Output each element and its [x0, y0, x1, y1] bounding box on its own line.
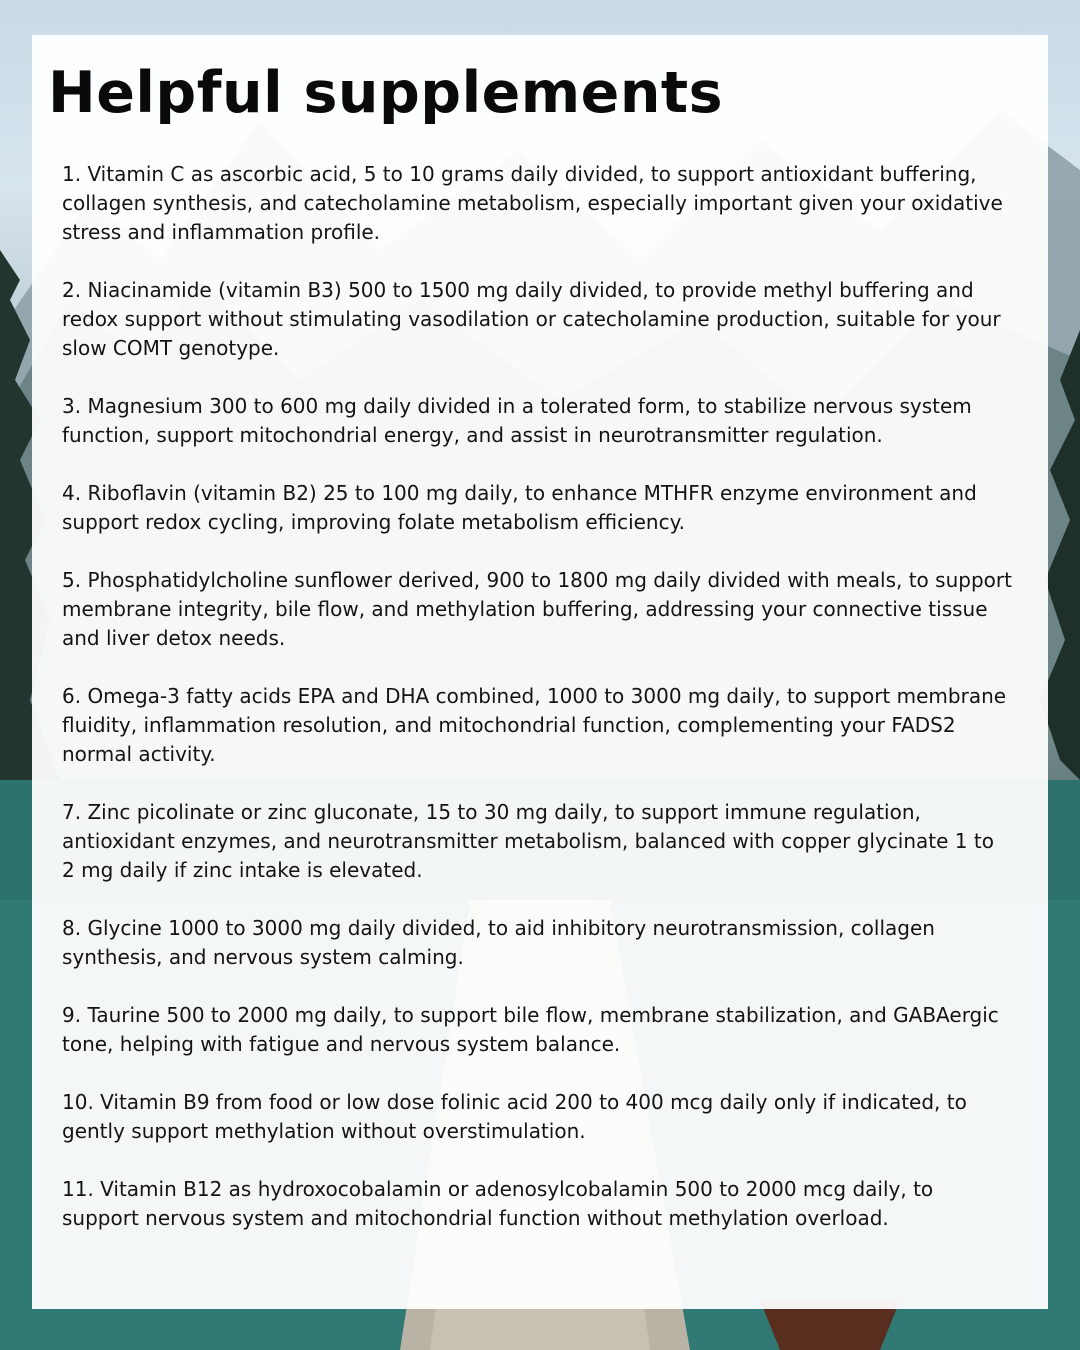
list-item: 11. Vitamin B12 as hydroxocobalamin or adenosylcobalamin 500 to 2000 mcg daily, to support nervous system and mitochondrial function without methylation overload.	[62, 1177, 934, 1230]
content-card	[32, 35, 1048, 1309]
list-item: 8. Glycine 1000 to 3000 mg daily divided, to aid inhibitory neurotransmission, collagen synthesis, and nervous system calming.	[62, 916, 935, 969]
list-item: 2. Niacinamide (vitamin B3) 500 to 1500 mg daily divided, to provide methyl buffering and redox support without stimulating vasodilation or catecholamine production, suitable for your slow COMT genotype.	[62, 278, 1001, 360]
list-item: 10. Vitamin B9 from food or low dose folinic acid 200 to 400 mcg daily only if indicated, to gently support methylation without overstimulation.	[62, 1090, 967, 1143]
list-item: 9. Taurine 500 to 2000 mg daily, to support bile flow, membrane stabilization, and GABAergic tone, helping with fatigue and nervous system balance.	[62, 1003, 999, 1056]
list-item: 5. Phosphatidylcholine sunflower derived, 900 to 1800 mg daily divided with meals, to support membrane integrity, bile flow, and methylation buffering, addressing your connective tissue and liver detox needs.	[62, 568, 1012, 650]
supplement-list	[62, 160, 1012, 1262]
list-item: 6. Omega-3 fatty acids EPA and DHA combined, 1000 to 3000 mg daily, to support membrane fluidity, inflammation resolution, and mitochondrial function, complementing your FADS2 normal activity.	[62, 684, 1007, 766]
list-item: 1. Vitamin C as ascorbic acid, 5 to 10 grams daily divided, to support antioxidant buffering, collagen synthesis, and catecholamine metabolism, especially important given your oxidative stress and inflammation profile.	[62, 162, 1003, 244]
list-item: 3. Magnesium 300 to 600 mg daily divided in a tolerated form, to stabilize nervous system function, support mitochondrial energy, and assist in neurotransmitter regulation.	[62, 394, 972, 447]
list-item: 7. Zinc picolinate or zinc gluconate, 15 to 30 mg daily, to support immune regulation, antioxidant enzymes, and neurotransmitter metabolism, balanced with copper glycinate 1 to 2 mg daily if zinc intake is elevated.	[62, 800, 994, 882]
page-title: Helpful supplements	[48, 60, 724, 126]
list-item: 4. Riboflavin (vitamin B2) 25 to 100 mg daily, to enhance MTHFR enzyme environment and support redox cycling, improving folate metabolism efficiency.	[62, 481, 977, 534]
